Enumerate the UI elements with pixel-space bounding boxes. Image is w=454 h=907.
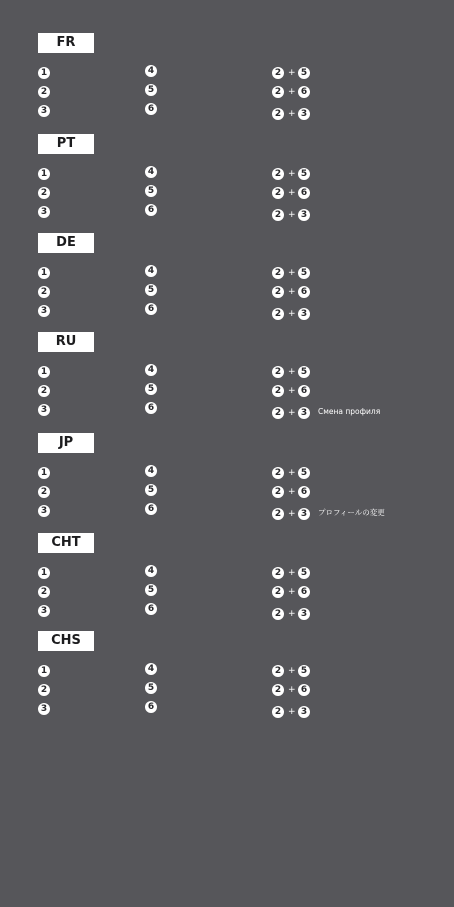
combo-button-6-icon: 6 <box>298 86 310 98</box>
language-label: CHT <box>38 533 94 553</box>
combo-button-6-icon: 6 <box>298 684 310 696</box>
combo-button-2-icon: 2 <box>272 385 284 397</box>
button-4-icon: 4 <box>145 65 157 77</box>
button-6-icon: 6 <box>145 603 157 615</box>
combo-button-2-icon: 2 <box>272 168 284 180</box>
combo-button-2-icon: 2 <box>272 187 284 199</box>
language-label: FR <box>38 33 94 53</box>
combo-button-2-icon: 2 <box>272 508 284 520</box>
combo-button-2-icon: 2 <box>272 67 284 79</box>
language-section-cht <box>38 533 418 619</box>
plus-symbol: + <box>288 268 296 278</box>
button-6-icon: 6 <box>145 303 157 315</box>
button-6-icon: 6 <box>145 701 157 713</box>
combo-button-5-icon: 5 <box>298 467 310 479</box>
button-3-icon: 3 <box>38 305 50 317</box>
combo-button-5-icon: 5 <box>298 168 310 180</box>
combo-button-3-icon: 3 <box>298 608 310 620</box>
combo-button-2-icon: 2 <box>272 86 284 98</box>
combo-button-3-icon: 3 <box>298 706 310 718</box>
button-3-icon: 3 <box>38 505 50 517</box>
plus-symbol: + <box>288 468 296 478</box>
combo-button-2-icon: 2 <box>272 366 284 378</box>
language-label: CHS <box>38 631 94 651</box>
combo-button-6-icon: 6 <box>298 187 310 199</box>
button-6-icon: 6 <box>145 402 157 414</box>
combo-description: プロフィールの変更 <box>318 508 385 517</box>
combo-button-2-icon: 2 <box>272 706 284 718</box>
button-1-icon: 1 <box>38 567 50 579</box>
button-1-icon: 1 <box>38 267 50 279</box>
plus-symbol: + <box>288 309 296 319</box>
button-5-icon: 5 <box>145 682 157 694</box>
combo-button-2-icon: 2 <box>272 108 284 120</box>
button-2-icon: 2 <box>38 486 50 498</box>
language-section-pt <box>38 134 418 220</box>
button-4-icon: 4 <box>145 265 157 277</box>
button-3-icon: 3 <box>38 605 50 617</box>
plus-symbol: + <box>288 169 296 179</box>
combo-button-6-icon: 6 <box>298 586 310 598</box>
combo-description: Смена профиля <box>318 407 381 416</box>
combo-button-2-icon: 2 <box>272 286 284 298</box>
language-section-fr <box>38 33 418 119</box>
button-5-icon: 5 <box>145 584 157 596</box>
combo-button-2-icon: 2 <box>272 486 284 498</box>
plus-symbol: + <box>288 568 296 578</box>
button-2-icon: 2 <box>38 385 50 397</box>
plus-symbol: + <box>288 386 296 396</box>
combo-button-5-icon: 5 <box>298 267 310 279</box>
button-2-icon: 2 <box>38 86 50 98</box>
language-label: DE <box>38 233 94 253</box>
button-1-icon: 1 <box>38 168 50 180</box>
combo-button-5-icon: 5 <box>298 665 310 677</box>
plus-symbol: + <box>288 587 296 597</box>
plus-symbol: + <box>288 509 296 519</box>
combo-button-5-icon: 5 <box>298 567 310 579</box>
combo-button-6-icon: 6 <box>298 385 310 397</box>
button-1-icon: 1 <box>38 67 50 79</box>
button-1-icon: 1 <box>38 366 50 378</box>
button-3-icon: 3 <box>38 703 50 715</box>
button-6-icon: 6 <box>145 503 157 515</box>
button-2-icon: 2 <box>38 586 50 598</box>
combo-button-3-icon: 3 <box>298 407 310 419</box>
button-1-icon: 1 <box>38 665 50 677</box>
plus-symbol: + <box>288 367 296 377</box>
combo-button-5-icon: 5 <box>298 67 310 79</box>
combo-button-2-icon: 2 <box>272 665 284 677</box>
combo-button-2-icon: 2 <box>272 308 284 320</box>
combo-button-6-icon: 6 <box>298 486 310 498</box>
button-2-icon: 2 <box>38 286 50 298</box>
combo-button-2-icon: 2 <box>272 684 284 696</box>
plus-symbol: + <box>288 666 296 676</box>
combo-button-3-icon: 3 <box>298 308 310 320</box>
combo-button-2-icon: 2 <box>272 586 284 598</box>
plus-symbol: + <box>288 609 296 619</box>
button-2-icon: 2 <box>38 684 50 696</box>
combo-button-3-icon: 3 <box>298 508 310 520</box>
language-section-chs <box>38 631 418 717</box>
button-5-icon: 5 <box>145 484 157 496</box>
button-3-icon: 3 <box>38 206 50 218</box>
language-label: RU <box>38 332 94 352</box>
language-section-jp <box>38 433 418 519</box>
button-5-icon: 5 <box>145 185 157 197</box>
combo-button-2-icon: 2 <box>272 467 284 479</box>
button-2-icon: 2 <box>38 187 50 199</box>
language-section-de <box>38 233 418 319</box>
plus-symbol: + <box>288 68 296 78</box>
button-4-icon: 4 <box>145 166 157 178</box>
language-label: JP <box>38 433 94 453</box>
button-5-icon: 5 <box>145 383 157 395</box>
plus-symbol: + <box>288 707 296 717</box>
button-4-icon: 4 <box>145 565 157 577</box>
button-1-icon: 1 <box>38 467 50 479</box>
plus-symbol: + <box>288 287 296 297</box>
button-3-icon: 3 <box>38 105 50 117</box>
combo-button-2-icon: 2 <box>272 407 284 419</box>
plus-symbol: + <box>288 109 296 119</box>
plus-symbol: + <box>288 210 296 220</box>
combo-button-2-icon: 2 <box>272 608 284 620</box>
combo-button-2-icon: 2 <box>272 567 284 579</box>
plus-symbol: + <box>288 408 296 418</box>
button-6-icon: 6 <box>145 103 157 115</box>
combo-button-2-icon: 2 <box>272 267 284 279</box>
plus-symbol: + <box>288 685 296 695</box>
combo-button-5-icon: 5 <box>298 366 310 378</box>
language-section-ru <box>38 332 418 418</box>
button-6-icon: 6 <box>145 204 157 216</box>
button-3-icon: 3 <box>38 404 50 416</box>
button-4-icon: 4 <box>145 465 157 477</box>
combo-button-3-icon: 3 <box>298 209 310 221</box>
plus-symbol: + <box>288 87 296 97</box>
language-label: PT <box>38 134 94 154</box>
combo-button-6-icon: 6 <box>298 286 310 298</box>
plus-symbol: + <box>288 487 296 497</box>
button-4-icon: 4 <box>145 364 157 376</box>
button-5-icon: 5 <box>145 284 157 296</box>
plus-symbol: + <box>288 188 296 198</box>
button-5-icon: 5 <box>145 84 157 96</box>
combo-button-2-icon: 2 <box>272 209 284 221</box>
button-4-icon: 4 <box>145 663 157 675</box>
combo-button-3-icon: 3 <box>298 108 310 120</box>
